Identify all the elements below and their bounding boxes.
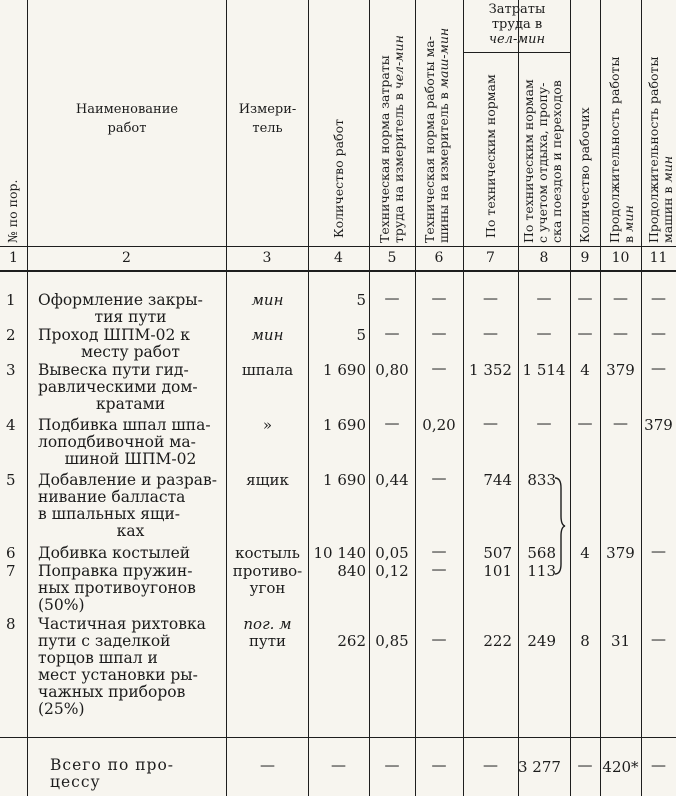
c5: — [384,414,400,432]
total-c6: — [431,756,447,774]
c6: — [431,630,447,648]
unit: костыль [235,544,300,562]
qty: 1 690 [323,361,366,379]
c8: 568 [527,544,556,562]
work-name: Добивка костылей [38,544,191,562]
total-c11: — [651,756,666,774]
total-c4: — [331,756,346,774]
work-name: Частичная рихтовка пути с заделкой торцов шпал и мест установки ры- чажных приборов (25%) [38,615,206,718]
colnum: 9 [580,250,590,266]
colnum: 6 [434,250,444,266]
c5: — [384,289,400,307]
c6: — [431,542,447,560]
total-c3: — [260,756,275,774]
c9: 4 [580,544,590,562]
c6: — [431,560,447,578]
c10: — [613,414,628,432]
work-name: Оформление закры- тия пути [38,291,203,326]
qty: 1 690 [323,471,366,489]
header-col2: Наименование работ [75,102,179,136]
c10: 379 [606,544,635,562]
c9: 4 [580,361,590,379]
grid-line [570,0,571,796]
row-number: 4 [6,416,16,434]
c7: 744 [483,471,512,489]
header-col1: № по пор. [5,179,20,243]
work-name: Подбивка шпал шпа- лоподбивочной ма- шиной ШПМ-02 [38,416,211,468]
c5: 0,85 [375,632,409,650]
row-number: 6 [6,544,16,562]
c11: — [651,289,666,307]
header-col7: По техническим нормам [483,74,498,238]
c5: 0,12 [375,562,409,580]
grid-line [600,0,601,796]
c9: 8 [580,632,590,650]
grid-line [308,0,309,796]
row-number: 7 [6,562,16,580]
total-c8: 3 277 [518,758,561,776]
row-number: 1 [6,291,16,309]
unit: мин [251,326,284,344]
qty: 1 690 [323,416,366,434]
row-number: 2 [6,326,16,344]
c8: — [536,289,552,307]
c8: 249 [527,632,556,650]
header-col10: Продолжительность работы в мин [607,56,636,243]
c11: 379 [644,416,673,434]
c11: — [651,630,666,648]
qty: 10 140 [313,544,366,562]
header-col4: Количество работ [331,118,346,238]
group-rule [463,52,570,53]
c7: 1 352 [469,361,512,379]
total-c7: — [483,756,498,774]
c8: — [536,414,552,432]
colnum: 7 [486,250,495,266]
colnum: 3 [262,250,272,266]
header-col9: Количество рабочих [577,107,592,243]
c6: — [431,324,447,342]
colnum: 8 [539,250,549,266]
colnum: 10 [611,250,630,266]
c7: 507 [483,544,512,562]
header-rule [0,246,676,247]
c7: — [483,289,498,307]
c8: 833 [527,471,556,489]
c8: — [536,324,552,342]
c9: — [577,289,593,307]
work-name: Вывеска пути гид- равлическими дом- кратами [38,361,198,413]
colnum: 11 [649,250,668,266]
unit: шпала [241,361,294,379]
c8: 113 [527,562,556,580]
qty: 262 [337,632,366,650]
total-c9: — [577,756,593,774]
c9: — [577,414,593,432]
c5: 0,44 [375,471,409,489]
colnum: 4 [334,250,343,266]
header-col11: Продолжительность работы машин в мин [646,56,675,243]
header-col5: Техническая норма затраты труда на измеритель в чел-мин [377,35,406,243]
colnum: 2 [122,250,131,266]
header-col8: По техническим нормам с учетом отдыха, пропу- ска поездов и переходов [521,79,564,243]
c6: — [431,359,447,377]
qty: 5 [356,291,366,309]
unit: ящик [246,471,289,489]
qty: 5 [356,326,366,344]
header-col6: Техническая норма работы ма- шины на измеритель в маш-мин [422,27,451,243]
total-c5: — [384,756,400,774]
unit: мин [251,291,284,309]
c6: — [431,469,447,487]
work-name: Добавление и разрав- нивание балласта в шпальных ящи- ках [38,471,218,540]
c11: — [651,324,666,342]
row-number: 5 [6,471,16,489]
c10: — [613,324,628,342]
c5: 0,05 [375,544,409,562]
grid-line [369,0,370,796]
c6: 0,20 [422,416,456,434]
c7: 101 [483,562,512,580]
c8: 1 514 [522,361,566,379]
unit: » [262,416,273,434]
qty: 840 [337,562,366,580]
row-number: 8 [6,615,16,633]
grid-line [641,0,642,796]
unit: пог. м пути [243,615,292,650]
c5: 0,80 [375,361,409,379]
c10: — [613,289,628,307]
unit: противо- угон [232,562,303,597]
c10: 31 [610,632,631,650]
c11: — [651,359,666,377]
grid-line [463,0,464,796]
colnum: 1 [9,250,18,266]
row-number: 3 [6,361,16,379]
total-c10: 420* [602,758,639,776]
header-group-labor: Затраты труда в чел-мин [488,2,546,47]
c10: 379 [606,361,635,379]
c7: — [483,414,498,432]
c7: — [483,324,498,342]
c6: — [431,289,447,307]
total-rule [0,737,676,738]
header-col3: Измери- тель [238,102,297,136]
grid-line [518,0,519,796]
colnum: 5 [387,250,397,266]
work-name: Поправка пружин- ных противоугонов (50%) [38,562,196,614]
work-name: Проход ШПМ-02 к месту работ [38,326,190,361]
grid-line [415,0,416,796]
c11: — [651,542,666,560]
c7: 222 [483,632,512,650]
c5: — [384,324,400,342]
total-label: Всего по про- цессу [50,756,175,791]
c9: — [577,324,593,342]
header-rule-bottom [0,270,676,272]
